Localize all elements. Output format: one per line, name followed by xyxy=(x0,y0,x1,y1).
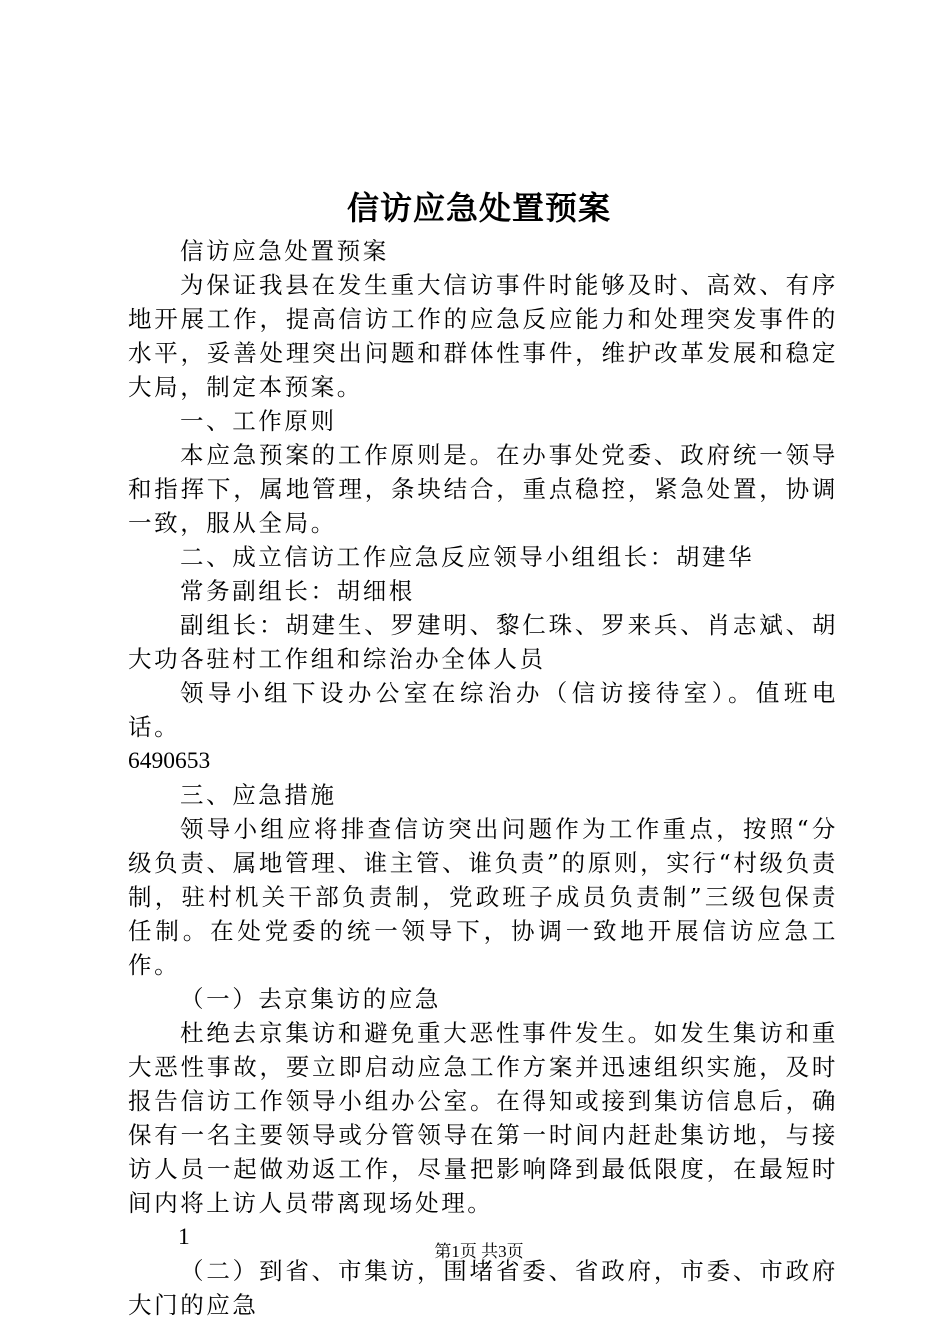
heading-beijing-petition: （一）去京集访的应急 xyxy=(180,985,441,1013)
duty-phone-number: 6490653 xyxy=(128,748,211,774)
document-title: 信访应急处置预案 xyxy=(346,189,611,227)
paragraph-executive-deputy: 常务副组长：胡细根 xyxy=(180,577,415,605)
paragraph-subtitle: 信访应急处置预案 xyxy=(180,237,389,265)
paragraph-beijing-petition: 杜绝去京集访和避免重大恶性事件发生。如发生集访和重大恶性事故，要立即启动应急工作方案并迅速组织实施，及时报告信访工作领导小组办公室。在得知或接到集访信息后，确保有一名主要领导或分管领导在第一时间内赶赴集访地，与接访人员一起做劝返工作，尽量把影响降到最低限度，在最短时间内将上访人员带离现场处理。 xyxy=(128,1019,838,1217)
paragraph-office: 领导小组下设办公室在综治办（信访接待室）。值班电话。 xyxy=(128,679,838,741)
document-body xyxy=(128,234,838,1322)
heading-work-principles: 一、工作原则 xyxy=(180,407,337,435)
paragraph-purpose: 为保证我县在发生重大信访事件时能够及时、高效、有序地开展工作，提高信访工作的应急反应能力和处理突发事件的水平，妥善处理突出问题和群体性事件，维护改革发展和稳定大局，制定本预案。 xyxy=(128,271,838,401)
heading-provincial-petition: （二）到省、市集访，围堵省委、省政府，市委、市政府大门的应急 xyxy=(128,1257,838,1319)
heading-leadership-group: 二、成立信访工作应急反应领导小组组长：胡建华 xyxy=(180,543,755,571)
inline-page-number: 1 xyxy=(178,1224,193,1250)
heading-emergency-measures: 三、应急措施 xyxy=(180,781,337,809)
paragraph-principles: 本应急预案的工作原则是。在办事处党委、政府统一领导和指挥下，属地管理，条块结合，重点稳控，紧急处置，协调一致，服从全局。 xyxy=(128,441,838,537)
page-footer: 第1页 共3页 xyxy=(434,1242,524,1261)
paragraph-deputy-leaders: 副组长：胡建生、罗建明、黎仁珠、罗来兵、肖志斌、胡大功各驻村工作组和综治办全体人员 xyxy=(128,611,838,673)
paragraph-measures: 领导小组应将排查信访突出问题作为工作重点，按照“分级负责、属地管理、谁主管、谁负责”的原则，实行“村级负责制，驻村机关干部负责制，党政班子成员负责制”三级包保责任制。在处党委的统一领导下，协调一致地开展信访应急工作。 xyxy=(128,815,838,979)
